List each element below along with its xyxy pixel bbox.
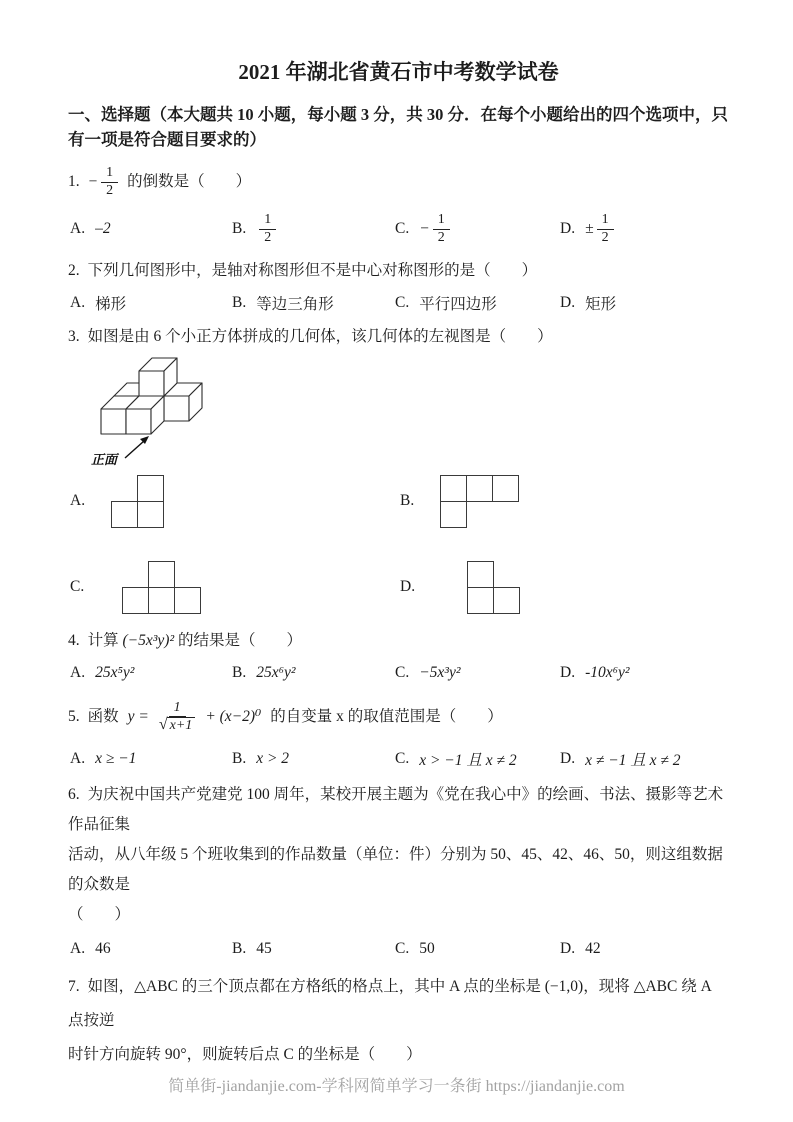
option-label: A.: [70, 220, 86, 237]
q5-fraction: [157, 700, 197, 734]
option-label: A.: [70, 664, 86, 681]
option-label: B.: [232, 664, 247, 681]
radicand: x+1: [167, 717, 196, 734]
option-sign: ±: [585, 220, 594, 237]
option-value: 梯形: [95, 296, 127, 313]
q1-fraction: [101, 165, 118, 198]
q2-option-b: [232, 292, 395, 314]
q3-option-d: [400, 560, 729, 614]
q6-option-d: [560, 940, 729, 958]
option-value: x ≥ −1: [95, 750, 137, 767]
option-fraction: [433, 212, 450, 245]
q4-number: 4.: [68, 632, 80, 649]
q4-options: [70, 660, 729, 686]
option-label: D.: [400, 578, 416, 595]
option-value: x > −1 且 x ≠ 2: [419, 752, 517, 769]
q1-minus-sign: −: [87, 173, 99, 190]
option-fraction: [259, 212, 276, 245]
option-value: 42: [585, 940, 601, 957]
option-value: x ≠ −1 且 x ≠ 2: [585, 752, 681, 769]
q5-number: 5.: [68, 708, 80, 725]
question-5: [68, 694, 729, 772]
option-value: 矩形: [585, 296, 617, 313]
q3-option-a: [70, 474, 400, 528]
q6-line1: [68, 780, 729, 840]
q6-line2: 活动，从八年级 5 个班收集到的作品数量（单位：件）分别为 50、45、42、46、50，则这组数据的众数是: [68, 846, 723, 893]
q1-option-b: [232, 212, 395, 245]
option-label: D.: [560, 294, 576, 311]
q2-stem: [68, 258, 729, 284]
q2-option-d: [560, 292, 729, 314]
q2-number: 2.: [68, 262, 80, 279]
option-label: A.: [70, 492, 86, 509]
q6-line3: （ ）: [68, 906, 131, 923]
q1-option-d: [560, 212, 729, 245]
option-value: 25x⁶y²: [256, 664, 296, 681]
q4-expression: (−5x³y)²: [122, 632, 175, 649]
front-direction-arrow-icon: [125, 436, 149, 458]
option-label: D.: [560, 664, 576, 681]
q3-option-c: [70, 560, 400, 614]
q4-stem-suffix: 的结果是（ ）: [177, 632, 302, 649]
option-value: x > 2: [256, 750, 290, 767]
q5-lhs: y =: [127, 708, 149, 725]
option-value: 45: [256, 940, 272, 957]
option-label: D.: [560, 940, 576, 957]
q4-stem-prefix: 计算: [87, 632, 119, 649]
option-label: C.: [395, 940, 410, 957]
option-value: –2: [95, 220, 111, 237]
q4-option-c: [395, 664, 560, 682]
q1-options: [70, 208, 729, 250]
q1-option-a: [70, 220, 232, 238]
q1-number: 1.: [68, 173, 80, 190]
option-label: C.: [70, 578, 85, 595]
option-label: D.: [560, 750, 576, 767]
option-label: A.: [70, 294, 86, 311]
option-value: -10x⁶y²: [585, 664, 630, 681]
q5-plus-term: + (x−2)⁰: [205, 708, 262, 725]
q5-option-b: [232, 750, 395, 768]
fraction-numerator: 1: [259, 212, 276, 229]
q2-options: [70, 290, 729, 316]
q2-option-c: [395, 292, 560, 314]
option-label: A.: [70, 940, 86, 957]
q5-option-d: [560, 748, 729, 770]
fraction-denominator: 2: [437, 229, 445, 245]
q5-stem: [68, 694, 729, 740]
q3-options: [70, 474, 729, 614]
option-label: D.: [560, 220, 576, 237]
q1-option-c: [395, 212, 560, 245]
view-grid-c: [122, 561, 201, 614]
q7-line2: 时针方向旋转 90°，则旋转后点 C 的坐标是（ ）: [68, 1046, 422, 1063]
q6-number: 6.: [68, 786, 80, 803]
q6-option-a: [70, 940, 232, 958]
question-2: [68, 258, 729, 316]
option-value: 50: [419, 940, 435, 957]
view-grid-a: [111, 475, 164, 528]
option-label: B.: [232, 220, 247, 237]
option-value: 等边三角形: [256, 296, 334, 313]
option-label: C.: [395, 750, 410, 767]
question-7: [68, 970, 729, 1072]
option-label: B.: [232, 940, 247, 957]
q6-option-b: [232, 940, 395, 958]
fraction-denominator: [157, 717, 197, 734]
view-grid-b: [440, 475, 519, 528]
q6-options: [70, 936, 729, 962]
q1-stem: [68, 162, 729, 202]
q7-number: 7.: [68, 978, 80, 995]
fraction-numerator: 1: [169, 700, 186, 717]
option-value: 46: [95, 940, 111, 957]
cube-solid-figure: [85, 354, 213, 468]
q3-stem-text: 如图是由 6 个小正方体拼成的几何体，该几何体的左视图是（ ）: [87, 328, 553, 345]
q5-option-a: [70, 750, 232, 768]
q3-number: 3.: [68, 328, 80, 345]
option-value: 25x⁵y²: [95, 664, 135, 681]
option-label: C.: [395, 664, 410, 681]
option-label: C.: [395, 294, 410, 311]
q5-stem-suffix: 的自变量 x 的取值范围是（ ）: [270, 708, 503, 725]
q3-stem: [68, 324, 729, 350]
question-6: [68, 780, 729, 962]
q6-line1-text: 为庆祝中国共产党建党 100 周年，某校开展主题为《党在我心中》的绘画、书法、摄影等艺术作品征集: [68, 786, 724, 833]
section-heading: [68, 102, 729, 152]
section-heading-line1: 一、选择题（本大题共 10 小题，每小题 3 分，共 30 分．在每个小题给出的四个选项中，只: [68, 105, 728, 124]
view-grid-d: [467, 561, 520, 614]
q3-option-b: [400, 474, 729, 528]
question-4: [68, 628, 729, 686]
question-3: [68, 324, 729, 614]
option-label: C.: [395, 220, 410, 237]
q4-stem: [68, 628, 729, 654]
option-fraction: [597, 212, 614, 245]
option-value: −5x³y²: [419, 664, 461, 681]
q4-option-d: [560, 664, 729, 682]
fraction-denominator: 2: [264, 229, 272, 245]
q5-option-c: [395, 748, 560, 770]
q4-option-b: [232, 664, 395, 682]
option-value: 平行四边形: [419, 296, 497, 313]
option-label: B.: [232, 750, 247, 767]
page-footer: 简单街-jiandanjie.com-学科网简单学习一条街 https://jiandanjie.com: [168, 1078, 625, 1095]
front-label: 正面: [91, 452, 118, 467]
section-heading-line2: 有一项是符合题目要求的）: [68, 130, 266, 149]
radical-icon: √: [158, 716, 168, 733]
q7-line1: [68, 970, 729, 1038]
q5-stem-prefix: 函数: [87, 708, 119, 725]
q2-stem-text: 下列几何图形中，是轴对称图形但不是中心对称图形的是（ ）: [87, 262, 538, 279]
q1-stem-text: 的倒数是（ ）: [127, 173, 252, 190]
option-label: A.: [70, 750, 86, 767]
option-label: B.: [232, 294, 247, 311]
q2-option-a: [70, 292, 232, 314]
fraction-denominator: 2: [601, 229, 609, 245]
fraction-numerator: 1: [597, 212, 614, 229]
fraction-numerator: 1: [433, 212, 450, 229]
q4-option-a: [70, 664, 232, 682]
fraction-denominator: 2: [106, 182, 114, 198]
question-1: [68, 162, 729, 250]
q5-options: [70, 746, 729, 772]
q7-line1-text: 如图，△ABC 的三个顶点都在方格纸的格点上，其中 A 点的坐标是 (−1,0)，现将 △ABC 绕 A 点按逆: [68, 978, 711, 1029]
option-label: B.: [400, 492, 415, 509]
option-sign: −: [419, 220, 430, 237]
page-title: 2021 年湖北省黄石市中考数学试卷: [238, 60, 559, 84]
fraction-numerator: 1: [101, 165, 118, 182]
q6-option-c: [395, 940, 560, 958]
